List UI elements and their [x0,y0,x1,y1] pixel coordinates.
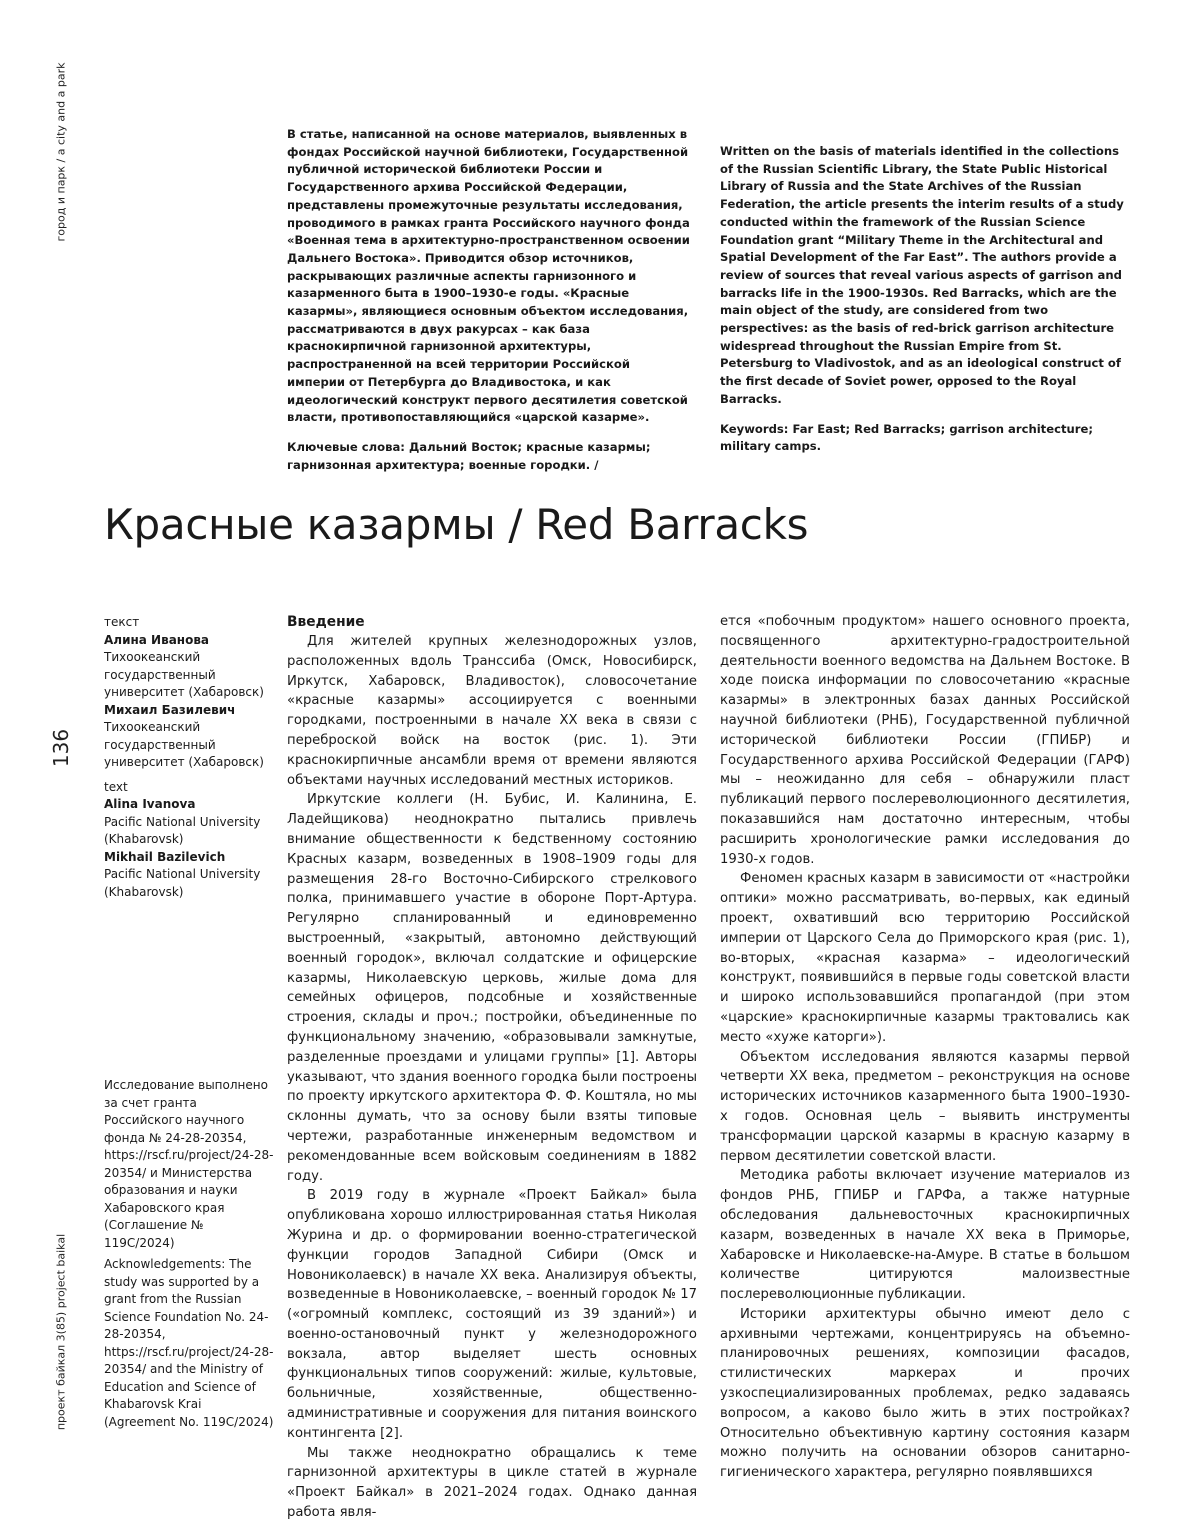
paragraph: ется «побочным продуктом» нашего основного проекта, посвященного архитектурно-градостроительной деятельности военного ведомства на Дальнем Востоке. В ходе поиска информации по словосочетанию «красные казармы» в электронных базах данных Российской научной библиотеки (РНБ), Государственной публичной исторической библиотеки России (ГПИБР) и Государственного архива Российской Федерации (ГАРФ) мы – неожиданно для себя – обнаружили пласт публикаций первого послереволюционного десятилетия, показавшийся нам достаточно интересным, чтобы расширить хронологические рамки исследования до 1930-х годов. [720,612,1130,869]
funding-note [104,1077,274,1435]
keywords-english: Keywords: Far East; Red Barracks; garrison architecture; military camps. [720,421,1130,456]
abstract-english [720,143,1130,456]
article-title: Красные казармы / Red Barracks [104,500,808,550]
paragraph: Объектом исследования являются казармы первой четверти ХХ века, предметом – реконструкция на основе исторических источников казарменного быта 1900–1930-х годов. Основная цель – выявить инструменты трансформации царской казармы в красную казарму в первом десятилетии советской власти. [720,1048,1130,1167]
paragraph: В 2019 году в журнале «Проект Байкал» была опубликована хорошо иллюстрированная статья Николая Журина и др. о формировании военно-стратегической функции городов Западной Сибири (Омск и Новониколаевск) в начале ХХ века. Анализируя объекты, возведенные в Новониколаевске, – военный городок № 17 («огромный комплекс, состоящий из 39 зданий») и военно-остановочный пункт у железнодорожного вокзала, автор выделяет шесть основных функциональных типов сооружений: жилые, культовые, больничные, хозяйственные, общественно-административные и сооружения для питания воинского контингента [2]. [287,1186,697,1443]
body-column-right [720,612,1130,1483]
author-name: Mikhail Bazilevich [104,849,274,867]
abstract-russian [287,126,692,474]
credit-label-ru: текст [104,614,274,632]
credit-label-en: text [104,779,274,797]
author-name: Михаил Базилевич [104,702,274,720]
paragraph: Иркутские коллеги (Н. Бубис, И. Калинина, Е. Ладейщикова) неоднократно пытались привлечь внимание общественности к бедственному состоянию Красных казарм, возведенных в 1908–1909 годы для размещения 28-го Восточно-Сибирского стрелкового полка, принимавшего участие в обороне Порт-Артура. Регулярно спланированный и единовременно выстроенный, «закрытый, автономно действующий военный городок», включал солдатские и офицерские казармы, Николаевскую церковь, жилые дома для семейных офицеров, подсобные и хозяйственные строения, склады и проч.; постройки, объединенные по функциональному значению, «образовывали замкнутые, разделенные проездами и улицами группы» [1]. Авторы указывают, что здания военного городка были построены по проекту иркутского архитектора Ф. Ф. Коштяла, но мы склонны думать, что за основу были взяты типовые чертежи, разработанные инженерным ведомством и рекомендованные всем войсковым соединениям в 1882 году. [287,790,697,1186]
page-number: 136 [51,729,71,767]
paragraph: Феномен красных казарм в зависимости от «настройки оптики» можно рассматривать, во-первых, как единый проект, охвативший всю территорию Российской империи от Царского Села до Приморского края (рис. 1), во-вторых, «красная казарма» – идеологический конструкт, появившийся в первые годы советской власти и широко использовавшийся пропагандой (при этом «царские» краснокирпичные казармы трактовались как место «хуже каторги»). [720,869,1130,1047]
section-heading: Введение [287,612,697,632]
paragraph: Методика работы включает изучение материалов из фондов РНБ, ГПИБР и ГАРФа, а также натурные обследования дальневосточных краснокирпичных казарм, возведенных в начале ХХ века в Приморье, Хабаровске и Николаевске-на-Амуре. В статье в большом количестве цитируются малоизвестные послереволюционные публикации. [720,1166,1130,1305]
paragraph: Для жителей крупных железнодорожных узлов, расположенных вдоль Транссиба (Омск, Новосибирск, Иркутск, Хабаровск, Владивосток), словосочетание «красные казармы» ассоциируется с военными городками, построенными в начале ХХ века в связи с переброской войск на восток (рис. 1). Эти краснокирпичные ансамбли время от времени являются объектами научных исследований местных историков. [287,632,697,790]
journal-label: проект байкал 3(85) project baikal [56,1234,67,1430]
author-name: Alina Ivanova [104,796,274,814]
body-column-left [287,612,697,1523]
author-affiliation: Pacific National University (Khabarovsk) [104,866,274,901]
paragraph: Историки архитектуры обычно имеют дело с архивными чертежами, концентрируясь на объемно-планировочных решениях, композиции фасадов, стилистических маркерах и прочих узкоспециализированных проблемах, редко задаваясь вопросом, а каково было жить в этих постройках? Относительно объективную картину состояния казарм можно получить на основании обзоров санитарно-гигиенического характера, регулярно появлявшихся [720,1305,1130,1483]
author-affiliation: Pacific National University (Khabarovsk) [104,814,274,849]
paragraph: Мы также неоднократно обращались к теме гарнизонной архитектуры в цикле статей в журнале «Проект Байкал» в 2021–2024 годах. Однако данная работа явля- [287,1444,697,1523]
author-affiliation: Тихоокеанский государственный университет (Хабаровск) [104,719,274,772]
funding-note-ru: Исследование выполнено за счет гранта Российского научного фонда № 24-28-20354, https://rscf.ru/project/24-28-20354/ и Министерства образования и науки Хабаровского края (Соглашение № 119С/2024) [104,1077,274,1252]
author-name: Алина Иванова [104,632,274,650]
abstract-english-text: Written on the basis of materials identified in the collections of the Russian Scientific Library, the State Public Historical Library of Russia and the State Archives of the Russian Federation, the article presents the interim results of a study conducted within the framework of the Russian Science Foundation grant “Military Theme in the Architectural and Spatial Development of the Far East”. The authors provide a review of sources that reveal various aspects of garrison and barracks life in the 1900-1930s. Red Barracks, which are the main object of the study, are considered from two perspectives: as the basis of red-brick garrison architecture widespread throughout the Russian Empire from St. Petersburg to Vladivostok, and as an ideological construct of the first decade of Soviet power, opposed to the Royal Barracks. [720,143,1130,409]
keywords-russian: Ключевые слова: Дальний Восток; красные казармы; гарнизонная архитектура; военные городки. / [287,439,692,474]
author-affiliation: Тихоокеанский государственный университет (Хабаровск) [104,649,274,702]
section-label: город и парк / a city and a park [56,63,67,242]
author-credits [104,614,274,901]
funding-note-en: Acknowledgements: The study was supported by a grant from the Russian Science Foundation No. 24-28-20354, https://rscf.ru/project/24-28-20354/ and the Ministry of Education and Science of Khabarovsk Krai (Agreement No. 119С/2024) [104,1256,274,1431]
abstract-russian-text: В статье, написанной на основе материалов, выявленных в фондах Российской научной библиотеки, Государственной публичной исторической библиотеки России и Государственного архива Российской Федерации, представлены промежуточные результаты исследования, проводимого в рамках гранта Российского научного фонда «Военная тема в архитектурно-пространственном освоении Дальнего Востока». Приводится обзор источников, раскрывающих различные аспекты гарнизонного и казарменного быта в 1900–1930-е годы. «Красные казармы», являющиеся основным объектом исследования, рассматриваются в двух ракурсах – как база краснокирпичной гарнизонной архитектуры, распространенной на всей территории Российской империи от Петербурга до Владивостока, и как идеологический конструкт первого десятилетия советской власти, противопоставляющийся «царской казарме». [287,126,692,427]
